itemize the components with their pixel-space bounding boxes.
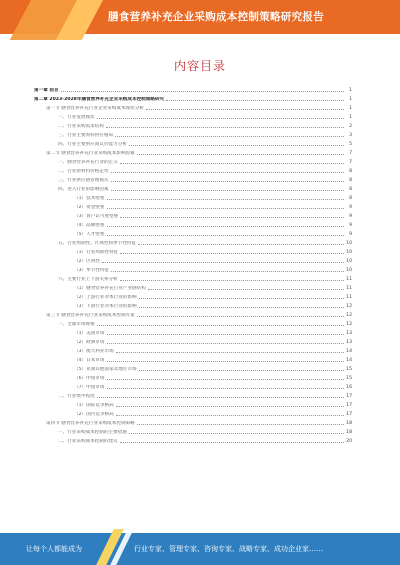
toc-dot-leader [116, 415, 344, 416]
toc-dot-leader [137, 424, 344, 425]
toc-entry-label: 二、行业原材料价格走势 [58, 169, 109, 174]
toc-entry[interactable] [34, 399, 352, 408]
toc-entry-label: （4）品牌壁垒 [74, 223, 105, 228]
toc-entry-page-number: 17 [346, 412, 352, 417]
toc-entry-label: 四、进入行业的影响因素 [58, 187, 109, 192]
toc-entry[interactable] [34, 156, 352, 165]
toc-entry[interactable] [34, 219, 352, 228]
toc-entry-page-number: 12 [346, 322, 352, 327]
toc-entry-page-number: 7 [349, 160, 352, 165]
toc-dot-leader [61, 91, 344, 92]
toc-entry-page-number: 9 [349, 232, 352, 237]
toc-entry-label: （4）日本市场 [74, 358, 105, 363]
toc-entry-page-number: 20 [346, 439, 352, 444]
toc-entry[interactable] [34, 210, 352, 219]
toc-entry[interactable] [34, 264, 352, 273]
toc-entry-page-number: 1 [349, 97, 352, 102]
toc-entry[interactable] [34, 129, 352, 138]
toc-entry-label: （1）美国市场 [74, 331, 105, 336]
toc-entry-page-number: 1 [349, 88, 352, 93]
toc-entry-label: （3）季节性特征 [74, 268, 110, 273]
toc-entry-page-number: 13 [346, 340, 352, 345]
toc-dot-leader [111, 190, 344, 191]
toc-dot-leader [107, 235, 345, 236]
toc-entry-label: （5）亚洲其他国家及地区市场 [74, 367, 137, 372]
toc-entry[interactable] [34, 183, 352, 192]
toc-dot-leader [116, 352, 344, 353]
toc-entry[interactable] [34, 255, 352, 264]
toc-entry-label: （1）国际竞争格局 [74, 403, 114, 408]
toc-dot-leader [120, 253, 344, 254]
toc-dot-leader [120, 280, 344, 281]
toc-dot-leader [116, 406, 344, 407]
toc-dot-leader [97, 397, 344, 398]
toc-entry-page-number: 14 [346, 349, 352, 354]
toc-entry-page-number: 8 [349, 196, 352, 201]
toc-entry-label: 第二章 2023-2028年膳食营养补充企业采购成本控制策略研究 [34, 97, 165, 102]
toc-entry[interactable] [34, 201, 352, 210]
toc-entry-page-number: 9 [349, 223, 352, 228]
toc-entry-page-number: 10 [346, 259, 352, 264]
toc-dot-leader [120, 217, 344, 218]
toc-dot-leader [137, 316, 344, 317]
toc-entry[interactable] [34, 408, 352, 417]
toc-dot-leader [139, 370, 344, 371]
toc-entry-page-number: 11 [346, 295, 352, 300]
toc-entry-label: 一、全球市场规模 [58, 322, 95, 327]
toc-entry-page-number: 3 [349, 133, 352, 138]
toc-dot-leader [107, 379, 345, 380]
toc-entry[interactable] [34, 111, 352, 120]
toc-entry-label: （2）上游行业对本行业的影响 [74, 295, 137, 300]
toc-entry[interactable] [34, 381, 352, 390]
toc-entry[interactable] [34, 237, 352, 246]
toc-entry[interactable] [34, 273, 352, 282]
toc-entry-label: （1）技术壁垒 [74, 196, 105, 201]
toc-entry[interactable] [34, 309, 352, 318]
toc-entry-label: 第三节 膳食营养补充行业采购成本控制方案 [46, 313, 135, 318]
toc-entry-page-number: 11 [346, 286, 352, 291]
toc-entry-label: 四、行业主要供应商议价能力分析 [58, 142, 127, 147]
toc-entry[interactable] [34, 174, 352, 183]
toc-dot-leader [137, 154, 344, 155]
toc-entry-label: （2）区域性 [74, 259, 100, 264]
toc-entry-label: （3）澳大利亚市场 [74, 349, 114, 354]
toc-entry[interactable] [34, 84, 352, 93]
toc-entry[interactable] [34, 228, 352, 237]
toc-dot-leader [97, 118, 344, 119]
toc-dot-leader [111, 181, 344, 182]
report-title: 膳食营养补充企业采购成本控制策略研究报告 [108, 11, 324, 23]
toc-entry[interactable] [34, 147, 352, 156]
toc-entry-page-number: 14 [346, 358, 352, 363]
toc-dot-leader [107, 208, 345, 209]
toc-dot-leader [102, 262, 344, 263]
toc-entry-page-number: 9 [349, 205, 352, 210]
toc-entry[interactable] [34, 354, 352, 363]
toc-heading: 内容目录 [173, 59, 226, 73]
toc-entry-label: 三、行业供应链管理模式 [58, 178, 109, 183]
toc-entry-label: 第一节 膳食营养补充行业企业采购成本现状分析 [46, 106, 144, 111]
toc-entry-label: 二、行业采购成本控制的建议 [58, 439, 118, 444]
toc-dot-leader [146, 109, 344, 110]
toc-dot-leader [111, 271, 344, 272]
toc-entry[interactable] [34, 291, 352, 300]
toc-entry[interactable] [34, 300, 352, 309]
toc-entry[interactable] [34, 363, 352, 372]
toc-entry-page-number: 8 [349, 178, 352, 183]
toc-entry[interactable] [34, 345, 352, 354]
toc-entry[interactable] [34, 165, 352, 174]
toc-entry-label: 二、行业采购需求结构 [58, 124, 104, 129]
toc-entry-label: （1）膳食营养补充行业产业链结构 [74, 286, 146, 291]
toc-dot-leader [138, 244, 344, 245]
toc-entry-label: （2）资金壁垒 [74, 205, 105, 210]
toc-entry[interactable] [34, 93, 352, 102]
toc-entry-page-number: 13 [346, 331, 352, 336]
toc-entry[interactable] [34, 282, 352, 291]
toc-entry-label: （5）人才壁垒 [74, 232, 105, 237]
toc-entry[interactable] [34, 372, 352, 381]
footer-slogan-right: 行业专家、管理专家、咨询专家、战略专家、成功企业家…… [134, 545, 323, 553]
toc-entry-page-number: 11 [346, 277, 352, 282]
toc-entry[interactable] [34, 192, 352, 201]
toc-entry[interactable] [34, 318, 352, 327]
toc-entry-page-number: 12 [346, 313, 352, 318]
toc-entry[interactable] [34, 426, 352, 435]
toc-entry-page-number: 2 [349, 124, 352, 129]
toc-entry-label: （2）国内竞争格局 [74, 412, 114, 417]
toc-entry-page-number: 10 [346, 250, 352, 255]
toc-dot-leader [107, 199, 345, 200]
toc-entry-page-number: 7 [349, 151, 352, 156]
toc-entry-label: （2）欧洲市场 [74, 340, 105, 345]
toc-entry-label: 一、行业采购成本控制的主要措施 [58, 430, 127, 435]
toc-dot-leader [166, 100, 344, 101]
toc-entry[interactable] [34, 138, 352, 147]
toc-entry[interactable] [34, 390, 352, 399]
toc-entry-page-number: 1 [349, 115, 352, 120]
toc-entry-page-number: 16 [346, 385, 352, 390]
toc-entry-page-number: 10 [346, 241, 352, 246]
toc-entry-page-number: 8 [349, 169, 352, 174]
toc-entry-page-number: 5 [349, 142, 352, 147]
toc-entry-label: 六、主要行业上下游关系分析 [58, 277, 118, 282]
toc-entry-page-number: 12 [346, 304, 352, 309]
toc-dot-leader [120, 163, 344, 164]
toc-dot-leader [111, 172, 344, 173]
toc-dot-leader [107, 361, 345, 362]
toc-entry-page-number: 17 [346, 403, 352, 408]
toc-entry-label: （3）下游行业对本行业的影响 [74, 304, 137, 309]
toc-entry-label: 第二节 膳食营养补充行业采购成本影响因素 [46, 151, 135, 156]
toc-entry-page-number: 8 [349, 187, 352, 192]
toc-entry-page-number: 1 [349, 106, 352, 111]
toc-dot-leader [107, 343, 345, 344]
toc-entry[interactable] [34, 246, 352, 255]
toc-entry[interactable] [34, 435, 352, 444]
table-of-contents [34, 84, 352, 444]
toc-entry[interactable] [34, 102, 352, 111]
header-banner [0, 0, 400, 34]
toc-entry-label: 五、行业周期性、区域性和季节性特征 [58, 241, 137, 246]
toc-dot-leader [107, 334, 345, 335]
toc-entry-page-number: 18 [346, 421, 352, 426]
toc-entry-label: （7）中国市场 [74, 385, 105, 390]
toc-dot-leader [120, 442, 344, 443]
toc-dot-leader [107, 388, 345, 389]
toc-entry-label: （3）客户认可度壁垒 [74, 214, 119, 219]
footer-slogan-left: 让每个人都能成为 [26, 545, 82, 553]
toc-dot-leader [129, 145, 344, 146]
toc-dot-leader [97, 325, 344, 326]
toc-dot-leader [139, 307, 344, 308]
toc-entry-page-number: 9 [349, 214, 352, 219]
toc-dot-leader [148, 289, 344, 290]
toc-dot-leader [106, 127, 344, 128]
toc-entry[interactable] [34, 417, 352, 426]
toc-entry[interactable] [34, 327, 352, 336]
toc-entry-label: 三、行业主要原料供应格局 [58, 133, 114, 138]
toc-entry-label: 第四节 膳食营养补充行业采购成本控制策略 [46, 421, 135, 426]
toc-entry[interactable] [34, 120, 352, 129]
toc-entry-page-number: 10 [346, 268, 352, 273]
toc-dot-leader [129, 433, 344, 434]
toc-entry-page-number: 15 [346, 376, 352, 381]
toc-entry-label: 一、行业发展现状 [58, 115, 95, 120]
toc-entry-label: 一、膳食营养补充行业的定义 [58, 160, 118, 165]
toc-entry[interactable] [34, 336, 352, 345]
toc-entry-label: （1）行业周期性特征 [74, 250, 119, 255]
toc-entry-page-number: 17 [346, 394, 352, 399]
toc-entry-label: （6）中国市场 [74, 376, 105, 381]
footer-banner [0, 533, 400, 565]
toc-dot-leader [139, 298, 344, 299]
toc-entry-label: 第一章 前言 [34, 88, 59, 93]
toc-dot-leader [115, 136, 344, 137]
toc-entry-page-number: 18 [346, 430, 352, 435]
toc-dot-leader [107, 226, 345, 227]
toc-entry-label: 二、行业集中程度 [58, 394, 95, 399]
toc-entry-page-number: 15 [346, 367, 352, 372]
